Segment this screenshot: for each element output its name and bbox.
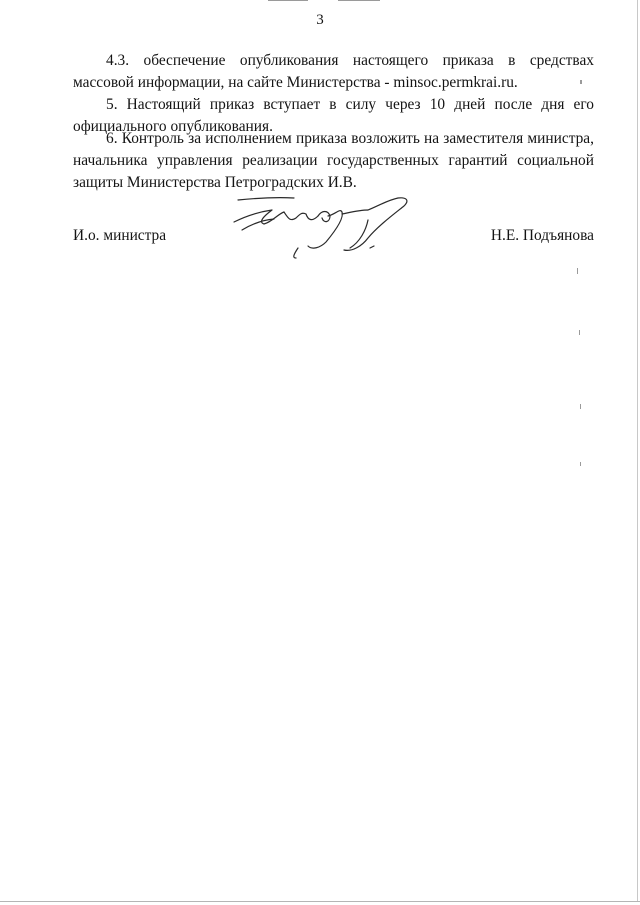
scan-speck bbox=[580, 462, 581, 466]
paragraph-5-line-1: 5. Настоящий приказ вступает в силу через 10 дней после дня его bbox=[106, 96, 594, 113]
paragraph-6-line-1: 6. Контроль за исполнением приказа возложить на заместителя министра, bbox=[106, 130, 594, 147]
scan-edge-top-right bbox=[338, 0, 380, 1]
scan-speck bbox=[580, 404, 581, 409]
paragraph-6-line-3: защиты Министерства Петроградских И.В. bbox=[73, 174, 357, 191]
scan-edge-bottom bbox=[0, 901, 640, 902]
signatory-role: И.о. министра bbox=[73, 227, 167, 244]
scan-edge-right bbox=[637, 0, 638, 901]
paragraph-4-3-line-1: 4.3. обеспечение опубликования настоящего приказа в средствах bbox=[106, 52, 594, 69]
page-number: 3 bbox=[316, 12, 324, 28]
scan-speck bbox=[577, 268, 578, 274]
scan-edge-top-left bbox=[268, 0, 308, 1]
paragraph-4-3-line-2: массовой информации, на сайте Министерства - minsoc.permkrai.ru. bbox=[73, 74, 518, 91]
signatory-name: Н.Е. Подъянова bbox=[490, 227, 594, 244]
scan-speck bbox=[580, 80, 582, 84]
scan-speck bbox=[579, 330, 580, 335]
paragraph-5-line-2: официального опубликования. bbox=[73, 118, 273, 135]
paragraph-6-line-2: начальника управления реализации государственных гарантий социальной bbox=[73, 152, 594, 169]
handwritten-signature bbox=[228, 186, 418, 264]
